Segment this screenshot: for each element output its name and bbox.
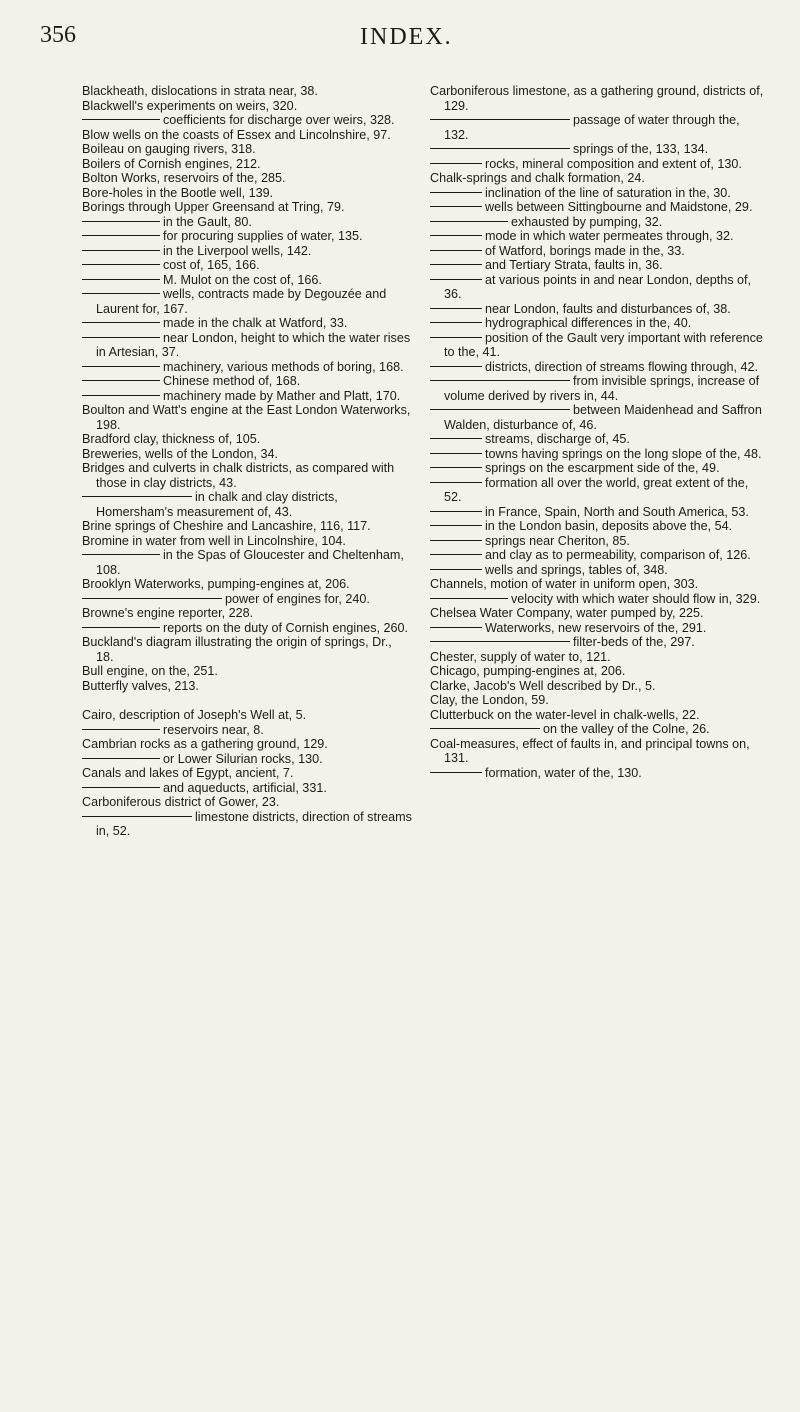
- ditto-rule: [82, 366, 160, 367]
- index-entry-text: M. Mulot on the cost of, 166.: [163, 272, 322, 287]
- index-entry: [430, 766, 765, 781]
- index-entry: [430, 302, 765, 317]
- index-entry: [430, 693, 765, 708]
- index-entry-text: springs on the escarpment side of the, 49.: [485, 461, 720, 475]
- index-entry: [430, 664, 765, 679]
- ditto-rule: [430, 772, 482, 773]
- index-entry-text: Chalk-springs and chalk formation, 24.: [430, 171, 645, 185]
- index-entry: [82, 113, 412, 128]
- ditto-rule: [82, 119, 160, 120]
- index-entry: [82, 360, 412, 375]
- index-entry-text: Blackwell's experiments on weirs, 320.: [82, 98, 298, 113]
- ditto-rule: [82, 293, 160, 294]
- index-entry-text: Boilers of Cornish engines, 212.: [82, 156, 261, 171]
- ditto-rule: [82, 496, 192, 497]
- index-entry-text: machinery, various methods of boring, 168.: [163, 359, 404, 374]
- index-entry-text: Chelsea Water Company, water pumped by, 225.: [430, 606, 704, 620]
- index-entry-text: Carboniferous district of Gower, 23.: [82, 795, 280, 809]
- ditto-rule: [430, 641, 570, 642]
- ditto-rule: [430, 337, 482, 338]
- ditto-rule: [430, 438, 482, 439]
- index-entry: [82, 664, 412, 679]
- index-entry-text: Blackheath, dislocations in strata near, 38.: [82, 84, 318, 98]
- index-entry: [430, 563, 765, 578]
- index-entry-text: power of engines for, 240.: [225, 591, 370, 606]
- index-entry: [82, 534, 412, 549]
- index-entry-text: and aqueducts, artificial, 331.: [163, 780, 327, 795]
- ditto-rule: [82, 380, 160, 381]
- index-entry-text: Chinese method of, 168.: [163, 374, 301, 388]
- index-entry: [430, 273, 765, 302]
- index-entry-text: machinery made by Mather and Platt, 170.: [163, 388, 401, 403]
- index-entry: [430, 722, 765, 737]
- index-entry: [430, 186, 765, 201]
- ditto-rule: [430, 148, 570, 149]
- index-entry-text: filter-beds of the, 297.: [573, 635, 695, 649]
- index-entry: [430, 737, 765, 766]
- index-entry: [430, 360, 765, 375]
- index-entry-text: passage of water through the, 132.: [444, 113, 740, 142]
- ditto-rule: [430, 192, 482, 193]
- index-entry: [430, 447, 765, 462]
- index-entry: [82, 606, 412, 621]
- index-entry: [430, 403, 765, 432]
- index-entry-text: Cairo, description of Joseph's Well at, 5.: [82, 708, 307, 722]
- index-entry-text: springs of the, 133, 134.: [573, 142, 709, 156]
- index-entry: [82, 128, 412, 143]
- index-entry-text: at various points in and near London, depths of, 36.: [444, 272, 752, 301]
- index-entry-text: from invisible springs, increase of volume derived by rivers in, 44.: [444, 374, 760, 403]
- index-entry: [430, 84, 765, 113]
- ditto-rule: [430, 380, 570, 381]
- index-entry-text: inclination of the line of saturation in the, 30.: [485, 185, 731, 200]
- index-entry: [430, 505, 765, 520]
- index-entry-text: Bromine in water from well in Lincolnshire, 104.: [82, 533, 346, 548]
- index-entry-text: in chalk and clay districts, Homersham's measurement of, 43.: [96, 490, 338, 519]
- index-entry-text: towns having springs on the long slope of the, 48.: [485, 446, 762, 461]
- index-entry: [82, 432, 412, 447]
- index-entry-text: limestone districts, direction of streams in, 52.: [96, 809, 412, 838]
- index-entry: [430, 113, 765, 142]
- index-entry: [430, 621, 765, 636]
- index-entry-text: formation, water of the, 130.: [485, 765, 642, 780]
- ditto-rule: [82, 221, 160, 222]
- index-entry-text: cost of, 165, 166.: [163, 258, 260, 272]
- index-entry: [82, 519, 412, 534]
- index-entry-text: coefficients for discharge over weirs, 328.: [163, 113, 395, 127]
- index-entry: [82, 229, 412, 244]
- index-entry: [430, 461, 765, 476]
- index-entry: [82, 389, 412, 404]
- index-entry-text: formation all over the world, great extent of the, 52.: [444, 475, 749, 504]
- index-entry-text: Canals and lakes of Egypt, ancient, 7.: [82, 766, 294, 780]
- ditto-rule: [82, 729, 160, 730]
- index-entry-text: Borings through Upper Greensand at Tring, 79.: [82, 200, 345, 214]
- index-entry-text: in France, Spain, North and South America, 53.: [485, 504, 749, 519]
- ditto-rule: [82, 250, 160, 251]
- index-entry-text: springs near Cheriton, 85.: [485, 533, 630, 548]
- index-entry-text: Bull engine, on the, 251.: [82, 664, 218, 678]
- ditto-rule: [82, 627, 160, 628]
- index-entry-text: Chester, supply of water to, 121.: [430, 649, 611, 664]
- index-entry-text: position of the Gault very important with reference to the, 41.: [444, 330, 763, 359]
- index-entry-text: in the Liverpool wells, 142.: [163, 243, 312, 258]
- index-entry: [82, 171, 412, 186]
- index-entry: [82, 752, 412, 767]
- index-entry-text: Channels, motion of water in uniform open, 303.: [430, 577, 699, 591]
- page-header: [0, 22, 800, 62]
- index-entry: [82, 157, 412, 172]
- index-entry-text: Bradford clay, thickness of, 105.: [82, 432, 261, 446]
- index-entry-text: Boulton and Watt's engine at the East London Waterworks, 198.: [82, 403, 411, 432]
- index-entry-text: in the Gault, 80.: [163, 214, 252, 229]
- index-entry-text: for procuring supplies of water, 135.: [163, 229, 363, 243]
- index-entry-text: Bolton Works, reservoirs of the, 285.: [82, 171, 286, 185]
- index-entry: [430, 171, 765, 186]
- ditto-rule: [430, 235, 482, 236]
- ditto-rule: [82, 322, 160, 323]
- index-entry-text: or Lower Silurian rocks, 130.: [163, 751, 323, 766]
- index-entry-text: Clay, the London, 59.: [430, 693, 549, 707]
- index-entry: [82, 737, 412, 752]
- ditto-rule: [430, 554, 482, 555]
- index-entry-text: Brooklyn Waterworks, pumping-engines at, 206.: [82, 577, 350, 591]
- index-entry: [430, 316, 765, 331]
- index-entry-text: Clarke, Jacob's Well described by Dr., 5.: [430, 678, 656, 693]
- index-entry-text: velocity with which water should flow in, 329.: [511, 591, 761, 606]
- index-entry: [430, 244, 765, 259]
- ditto-rule: [430, 467, 482, 468]
- index-entry-text: made in the chalk at Watford, 33.: [163, 316, 348, 330]
- ditto-rule: [430, 598, 508, 599]
- page-title: INDEX.: [360, 24, 453, 50]
- index-entry: [82, 621, 412, 636]
- index-entry: [82, 331, 412, 360]
- index-entry-text: Carboniferous limestone, as a gathering ground, districts of, 129.: [430, 84, 764, 113]
- left-column: [82, 84, 412, 839]
- index-entry-text: Blow wells on the coasts of Essex and Lincolnshire, 97.: [82, 127, 391, 142]
- ditto-rule: [430, 250, 482, 251]
- index-entry-text: of Watford, borings made in the, 33.: [485, 243, 685, 258]
- index-entry-text: wells and springs, tables of, 348.: [485, 562, 668, 577]
- index-entry: [430, 476, 765, 505]
- ditto-rule: [82, 598, 222, 599]
- index-entry-text: Buckland's diagram illustrating the origin of springs, Dr., 18.: [82, 635, 392, 664]
- ditto-rule: [430, 221, 508, 222]
- index-entry: [82, 781, 412, 796]
- index-entry: [82, 708, 412, 723]
- index-entry: [82, 592, 412, 607]
- index-entry: [82, 577, 412, 592]
- index-entry-text: reservoirs near, 8.: [163, 722, 264, 737]
- ditto-rule: [82, 554, 160, 555]
- index-entry: [430, 606, 765, 621]
- index-entry: [430, 592, 765, 607]
- ditto-rule: [430, 206, 482, 207]
- index-entry: [82, 723, 412, 738]
- index-entry-text: rocks, mineral composition and extent of, 130.: [485, 156, 742, 171]
- index-entry: [82, 287, 412, 316]
- index-entry-text: Bridges and culverts in chalk districts, as compared with those in clay districts, 43.: [82, 461, 395, 490]
- ditto-rule: [430, 453, 482, 454]
- ditto-rule: [430, 511, 482, 512]
- index-entry: [82, 186, 412, 201]
- index-entry-text: Chicago, pumping-engines at, 206.: [430, 664, 626, 678]
- index-entry-text: and Tertiary Strata, faults in, 36.: [485, 258, 663, 272]
- index-entry-text: reports on the duty of Cornish engines, 260.: [163, 620, 409, 635]
- ditto-rule: [430, 482, 482, 483]
- index-entry: [82, 200, 412, 215]
- index-entry: [82, 403, 412, 432]
- index-entry-text: and clay as to permeability, comparison of, 126.: [485, 548, 751, 562]
- ditto-rule: [430, 119, 570, 120]
- index-entry: [82, 795, 412, 810]
- index-entry-text: Clutterbuck on the water-level in chalk-wells, 22.: [430, 707, 700, 722]
- ditto-rule: [430, 525, 482, 526]
- ditto-rule: [430, 308, 482, 309]
- ditto-rule: [430, 264, 482, 265]
- index-entry: [430, 258, 765, 273]
- ditto-rule: [82, 279, 160, 280]
- index-entry: [82, 635, 412, 664]
- ditto-rule: [430, 163, 482, 164]
- index-entry: [82, 244, 412, 259]
- index-entry: [82, 374, 412, 389]
- ditto-rule: [430, 322, 482, 323]
- ditto-rule: [82, 264, 160, 265]
- index-entry-text: wells between Sittingbourne and Maidstone, 29.: [485, 200, 753, 214]
- index-entry: [82, 461, 412, 490]
- index-entry-text: near London, faults and disturbances of, 38.: [485, 301, 731, 316]
- ditto-rule: [82, 337, 160, 338]
- index-entry-text: mode in which water permeates through, 32.: [485, 229, 734, 243]
- index-entry-text: Coal-measures, effect of faults in, and principal towns on, 131.: [430, 736, 750, 765]
- index-entry: [430, 200, 765, 215]
- index-entry: [82, 84, 412, 99]
- index-entry-text: Butterfly valves, 213.: [82, 678, 199, 693]
- ditto-rule: [82, 395, 160, 396]
- ditto-rule: [82, 758, 160, 759]
- index-entry: [82, 215, 412, 230]
- index-entry-text: Waterworks, new reservoirs of the, 291.: [485, 620, 707, 635]
- ditto-rule: [430, 279, 482, 280]
- index-entry: [430, 650, 765, 665]
- index-entry-text: districts, direction of streams flowing through, 42.: [485, 359, 758, 374]
- index-entry-text: Boileau on gauging rivers, 318.: [82, 142, 256, 156]
- page-number: 356: [40, 22, 76, 48]
- index-entry-text: hydrographical differences in the, 40.: [485, 316, 692, 330]
- index-entry-text: Browne's engine reporter, 228.: [82, 606, 254, 620]
- index-entry-text: exhausted by pumping, 32.: [511, 214, 663, 229]
- index-entry: [430, 577, 765, 592]
- index-entry: [430, 374, 765, 403]
- index-entry-text: streams, discharge of, 45.: [485, 432, 630, 446]
- right-column: [430, 84, 765, 780]
- ditto-rule: [430, 627, 482, 628]
- index-entry-text: between Maidenhead and Saffron Walden, disturbance of, 46.: [444, 403, 762, 432]
- index-entry: [82, 316, 412, 331]
- index-entry: [82, 766, 412, 781]
- index-entry-text: Cambrian rocks as a gathering ground, 129.: [82, 737, 328, 751]
- index-entry: [430, 215, 765, 230]
- index-entry: [430, 432, 765, 447]
- index-entry-text: Breweries, wells of the London, 34.: [82, 446, 279, 461]
- ditto-rule: [430, 366, 482, 367]
- index-entry-text: near London, height to which the water rises in Artesian, 37.: [96, 330, 411, 359]
- index-entry: [430, 229, 765, 244]
- index-entry: [430, 142, 765, 157]
- index-entry: [430, 635, 765, 650]
- ditto-rule: [430, 540, 482, 541]
- index-entry: [430, 519, 765, 534]
- ditto-rule: [82, 235, 160, 236]
- index-entry-text: Brine springs of Cheshire and Lancashire, 116, 117.: [82, 519, 371, 533]
- index-entry: [82, 142, 412, 157]
- index-entry: [430, 157, 765, 172]
- ditto-rule: [82, 787, 160, 788]
- index-entry: [82, 810, 412, 839]
- index-entry: [430, 548, 765, 563]
- index-entry-text: on the valley of the Colne, 26.: [543, 722, 710, 736]
- index-entry-text: Bore-holes in the Bootle well, 139.: [82, 185, 274, 200]
- ditto-rule: [430, 728, 540, 729]
- index-entry: [430, 331, 765, 360]
- index-entry: [82, 548, 412, 577]
- index-entry: [430, 534, 765, 549]
- index-entry: [430, 679, 765, 694]
- ditto-rule: [430, 569, 482, 570]
- index-entry: [430, 708, 765, 723]
- ditto-rule: [430, 409, 570, 410]
- index-entry: [82, 447, 412, 462]
- index-entry: [82, 490, 412, 519]
- index-entry-text: in the London basin, deposits above the, 54.: [485, 519, 733, 533]
- index-entry: [82, 273, 412, 288]
- ditto-rule: [82, 816, 192, 817]
- index-entry-text: wells, contracts made by Degouzée and Laurent for, 167.: [96, 287, 387, 316]
- index-entry-text: in the Spas of Gloucester and Cheltenham, 108.: [96, 548, 404, 577]
- index-entry: [82, 258, 412, 273]
- index-entry: [82, 679, 412, 694]
- index-entry: [82, 99, 412, 114]
